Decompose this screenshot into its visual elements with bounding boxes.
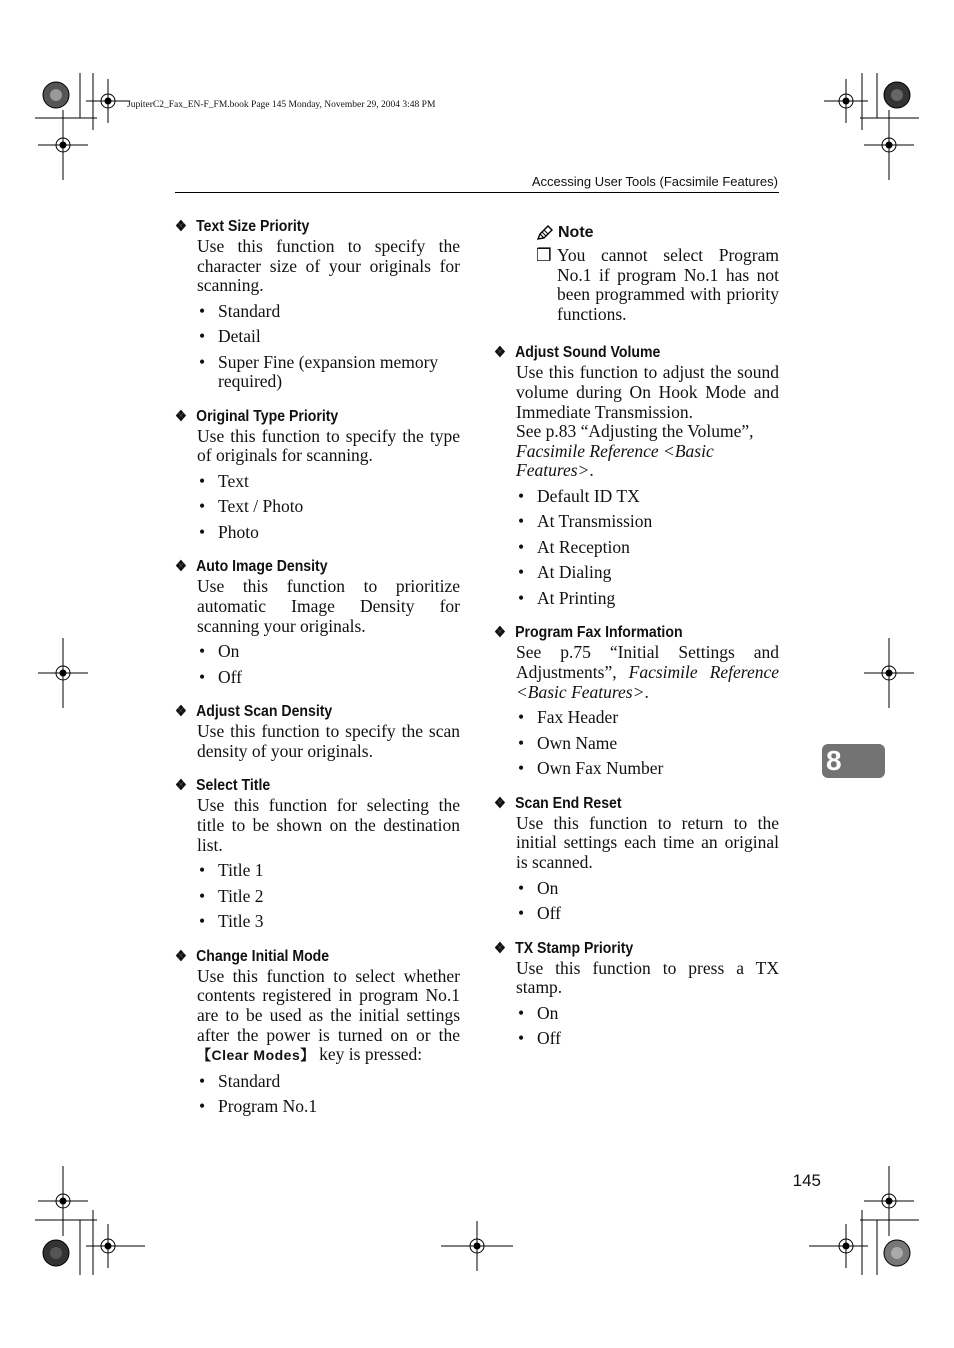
section-body: Use this function to return to the initial settings each time an original is scanned. • On • Off	[516, 814, 779, 924]
file-info: JupiterC2_Fax_EN-F_FM.book Page 145 Monday, November 29, 2004 3:48 PM	[127, 100, 436, 110]
section-body: See p.75 “Initial Settings and Adjustments”, Facsimile Reference <Basic Features>. • Fax Header • Own Name • Own Fax Number	[516, 643, 779, 778]
section-title: ❖ Select Title	[175, 777, 271, 795]
diamond-icon: ❖	[494, 939, 506, 957]
section-body: Use this function to specify the type of originals for scanning. • Text • Text / Photo • Photo	[197, 427, 460, 543]
note-box	[494, 222, 779, 324]
section-title: ❖ Auto Image Density	[175, 558, 328, 576]
section-body: Use this function to specify the scan density of your originals.	[197, 721, 460, 761]
option-list	[197, 642, 460, 687]
section-title: ❖ Scan End Reset	[494, 794, 622, 812]
section-title: ❖ Program Fax Information	[494, 624, 683, 642]
option-list	[197, 472, 460, 543]
section-auto-image-density	[175, 556, 460, 687]
section-original-type-priority	[175, 406, 460, 543]
running-header: Accessing User Tools (Facsimile Features)	[531, 174, 778, 189]
note-heading: Note	[536, 222, 779, 244]
list-item: • Off	[516, 1029, 779, 1049]
clear-modes-key: 【Clear Modes】	[197, 1047, 315, 1064]
diamond-icon: ❖	[494, 344, 506, 362]
list-item: • Super Fine (expansion memory required)	[197, 353, 460, 392]
section-title: ❖ TX Stamp Priority	[494, 939, 634, 957]
pencil-note-icon	[536, 225, 554, 241]
diamond-icon: ❖	[494, 624, 506, 642]
list-item: • At Dialing	[516, 563, 779, 583]
option-list	[516, 708, 779, 779]
option-list	[197, 1072, 460, 1117]
section-body: Use this function to select whether contents registered in program No.1 are to be used as the initial settings after the power is turned on or the 【Clear Modes】 key is pressed: • Standard • Program No.1	[197, 967, 460, 1117]
option-list	[516, 1004, 779, 1049]
chapter-tab: 8	[822, 744, 885, 778]
section-title: ❖ Adjust Scan Density	[175, 703, 333, 721]
section-title: ❖ Change Initial Mode	[175, 947, 330, 965]
section-adjust-sound-volume	[494, 342, 779, 608]
note-item: ❒ You cannot select Program No.1 if program No.1 has not been programmed with priority functions.	[536, 245, 779, 324]
diamond-icon: ❖	[175, 218, 187, 235]
option-list	[516, 487, 779, 609]
list-item: • Title 2	[197, 887, 460, 907]
list-item: • Text	[197, 472, 460, 492]
reference-link[interactable]: Facsimile Reference <Basic Features>	[516, 440, 714, 481]
list-item: • Photo	[197, 523, 460, 543]
list-item: • On	[516, 1004, 779, 1024]
section-scan-end-reset	[494, 793, 779, 924]
diamond-icon: ❖	[175, 777, 187, 795]
list-item: • At Printing	[516, 589, 779, 609]
section-body: Use this function to press a TX stamp. • On • Off	[516, 959, 779, 1049]
header-rule	[175, 192, 779, 193]
right-column	[494, 222, 779, 1063]
list-item: • At Reception	[516, 538, 779, 558]
reference-link[interactable]: Facsimile Reference <Basic Features>	[516, 662, 779, 702]
section-title: ❖ Text Size Priority	[175, 218, 310, 235]
diamond-icon: ❖	[175, 947, 187, 965]
section-body: Use this function to adjust the sound volume during On Hook Mode and Immediate Transmission. See p.83 “Adjusting the Volume”, Facsimile Reference <Basic Features>. • Default ID TX • At Transmission • At Reception • At Dialing • At Printing	[516, 363, 779, 608]
list-item: • Text / Photo	[197, 497, 460, 517]
section-body: Use this function to prioritize automatic Image Density for scanning your originals. • On • Off	[197, 577, 460, 687]
diamond-icon: ❖	[494, 794, 506, 812]
section-tx-stamp-priority	[494, 938, 779, 1049]
option-list	[197, 302, 460, 392]
list-item: • At Transmission	[516, 512, 779, 532]
list-item: • Default ID TX	[516, 487, 779, 507]
section-title: ❖ Adjust Sound Volume	[494, 344, 661, 362]
section-body: Use this function to specify the character size of your originals for scanning. • Standard • Detail • Super Fine (expansion memory required)	[197, 237, 460, 392]
list-item: • Own Name	[516, 734, 779, 754]
list-item: • Title 3	[197, 912, 460, 932]
section-program-fax-information	[494, 622, 779, 778]
diamond-icon: ❖	[175, 558, 187, 576]
list-item: • Off	[197, 668, 460, 688]
list-item: • Off	[516, 904, 779, 924]
list-item: • On	[197, 642, 460, 662]
left-column	[175, 216, 460, 1131]
list-item: • On	[516, 879, 779, 899]
list-item: • Title 1	[197, 861, 460, 881]
diamond-icon: ❖	[175, 703, 187, 721]
section-text-size-priority	[175, 216, 460, 392]
checkbox-bullet-icon: ❒	[536, 245, 552, 265]
section-body: Use this function for selecting the title to be shown on the destination list. • Title 1 • Title 2 • Title 3	[197, 796, 460, 931]
list-item: • Standard	[197, 302, 460, 322]
list-item: • Fax Header	[516, 708, 779, 728]
option-list	[197, 861, 460, 932]
section-change-initial-mode	[175, 946, 460, 1117]
section-select-title	[175, 775, 460, 931]
list-item: • Standard	[197, 1072, 460, 1092]
list-item: • Own Fax Number	[516, 759, 779, 779]
list-item: • Detail	[197, 327, 460, 347]
section-title: ❖ Original Type Priority	[175, 407, 339, 425]
section-adjust-scan-density	[175, 701, 460, 761]
page-number: 145	[792, 1171, 821, 1190]
diamond-icon: ❖	[175, 407, 187, 425]
list-item: • Program No.1	[197, 1097, 460, 1117]
option-list	[516, 879, 779, 924]
